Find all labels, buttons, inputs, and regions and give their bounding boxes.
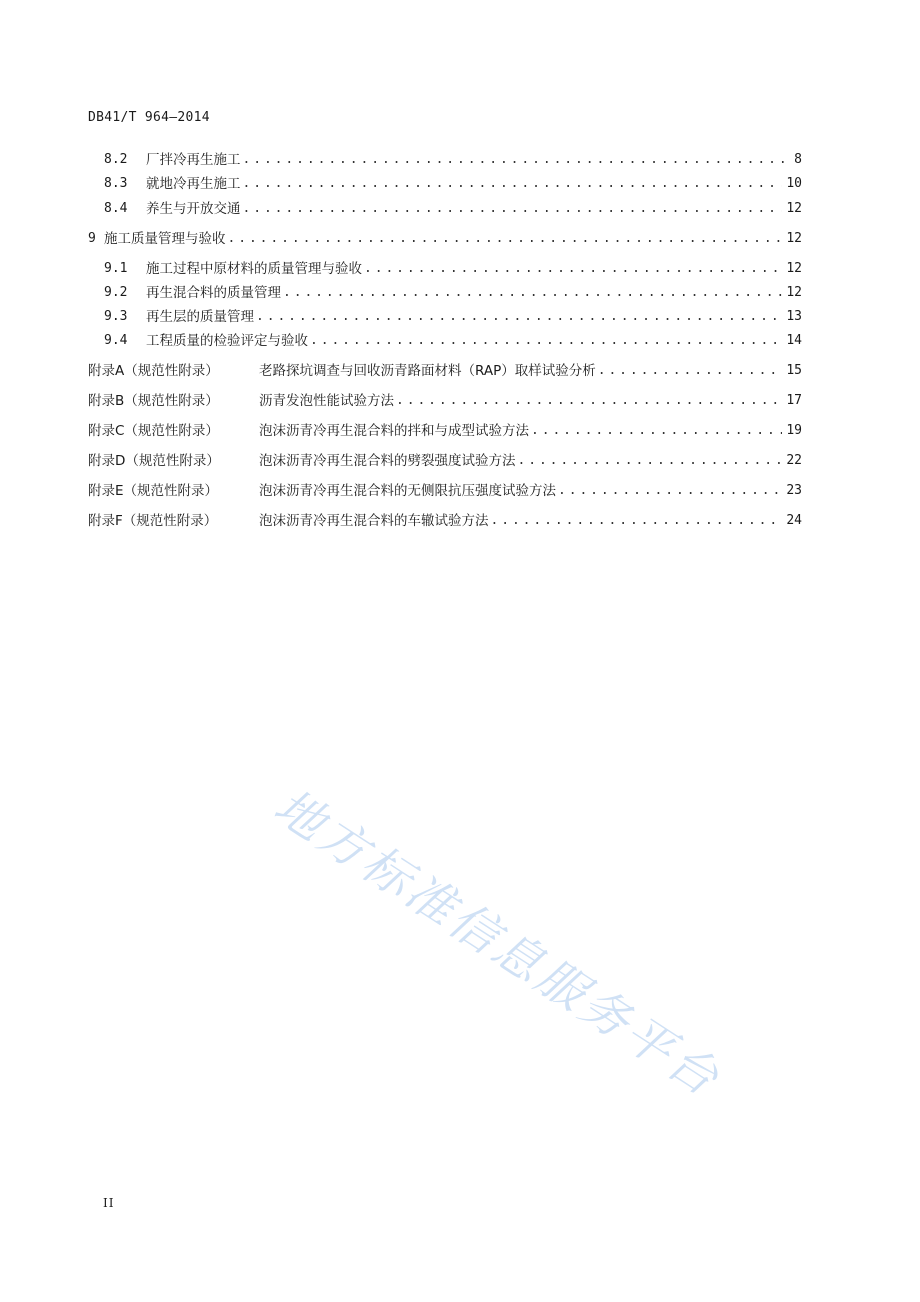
toc-entry-9-4[interactable] [0,331,920,351]
toc-entry-title: 泡沫沥青冷再生混合料的拌和与成型试验方法 [259,423,529,439]
toc-entry-9-2[interactable] [0,283,920,303]
toc-entry-title: 老路探坑调查与回收沥青路面材料（RAP）取样试验分析 [259,363,596,379]
watermark: 地方标准信息服务平台 [264,778,731,1109]
toc-entry-page: 24 [786,513,802,528]
toc-leader-dots [598,361,783,381]
toc-entry-number: 附录B（规范性附录） [88,393,219,409]
toc-entry-page: 14 [786,333,802,348]
toc-entry-title: 就地冷再生施工 [146,176,241,192]
toc-entry-number: 附录E（规范性附录） [88,483,219,499]
toc-entry-page: 12 [786,261,802,276]
toc-entry-9[interactable] [0,229,920,249]
toc-leader-dots [518,451,783,471]
toc-entry-number: 附录F（规范性附录） [88,513,218,529]
toc-entry-number: 9.1 [104,261,128,276]
toc-entry-9-3[interactable] [0,307,920,327]
page-number: II [103,1196,115,1210]
toc-leader-dots [531,421,782,441]
toc-entry-number: 9 [88,231,96,246]
toc-entry-title: 泡沫沥青冷再生混合料的无侧限抗压强度试验方法 [259,483,556,499]
toc-leader-dots [243,150,791,170]
toc-entry-page: 22 [786,453,802,468]
toc-entry-title: 沥青发泡性能试验方法 [259,393,394,409]
toc-entry-page: 10 [786,176,802,191]
toc-entry-8-3[interactable] [0,174,920,194]
toc-entry-number: 附录C（规范性附录） [88,423,219,439]
toc-entry-number: 9.4 [104,333,128,348]
toc-entry-page: 12 [786,285,802,300]
toc-entry-page: 12 [786,231,802,246]
document-code: DB41/T 964—2014 [88,110,210,125]
toc-entry-appendix-b[interactable] [0,391,920,411]
toc-leader-dots [491,511,783,531]
toc-entry-page: 23 [786,483,802,498]
toc-entry-page: 19 [786,423,802,438]
toc-entry-8-4[interactable] [0,199,920,219]
toc-entry-appendix-d[interactable] [0,451,920,471]
toc-leader-dots [228,229,783,249]
toc-entry-number: 8.3 [104,176,128,191]
toc-entry-title: 工程质量的检验评定与验收 [146,333,308,349]
toc-entry-title: 养生与开放交通 [146,201,241,217]
toc-leader-dots [310,331,782,351]
toc-entry-number: 8.2 [104,152,128,167]
toc-leader-dots [283,283,782,303]
toc-entry-title: 施工质量管理与验收 [104,231,226,247]
toc-entry-appendix-a[interactable] [0,361,920,381]
toc-leader-dots [243,174,783,194]
toc-entry-number: 9.3 [104,309,128,324]
toc-leader-dots [396,391,782,411]
toc-entry-9-1[interactable] [0,259,920,279]
toc-entry-title: 再生层的质量管理 [146,309,254,325]
toc-entry-number: 9.2 [104,285,128,300]
toc-entry-appendix-e[interactable] [0,481,920,501]
toc-entry-number: 附录D（规范性附录） [88,453,220,469]
toc-entry-page: 12 [786,201,802,216]
toc-leader-dots [364,259,782,279]
toc-entry-title: 泡沫沥青冷再生混合料的车辙试验方法 [259,513,489,529]
toc-entry-number: 8.4 [104,201,128,216]
toc-entry-8-2[interactable] [0,150,920,170]
toc-entry-page: 17 [786,393,802,408]
toc-entry-appendix-f[interactable] [0,511,920,531]
toc-entry-page: 15 [786,363,802,378]
toc-leader-dots [256,307,782,327]
toc-leader-dots [243,199,783,219]
toc-entry-page: 13 [786,309,802,324]
toc-entry-page: 8 [794,152,802,167]
toc-entry-title: 再生混合料的质量管理 [146,285,281,301]
toc-entry-appendix-c[interactable] [0,421,920,441]
toc-entry-number: 附录A（规范性附录） [88,363,219,379]
toc-entry-title: 施工过程中原材料的质量管理与验收 [146,261,362,277]
toc-entry-title: 厂拌冷再生施工 [146,152,241,168]
toc-entry-title: 泡沫沥青冷再生混合料的劈裂强度试验方法 [259,453,516,469]
toc-leader-dots [558,481,782,501]
